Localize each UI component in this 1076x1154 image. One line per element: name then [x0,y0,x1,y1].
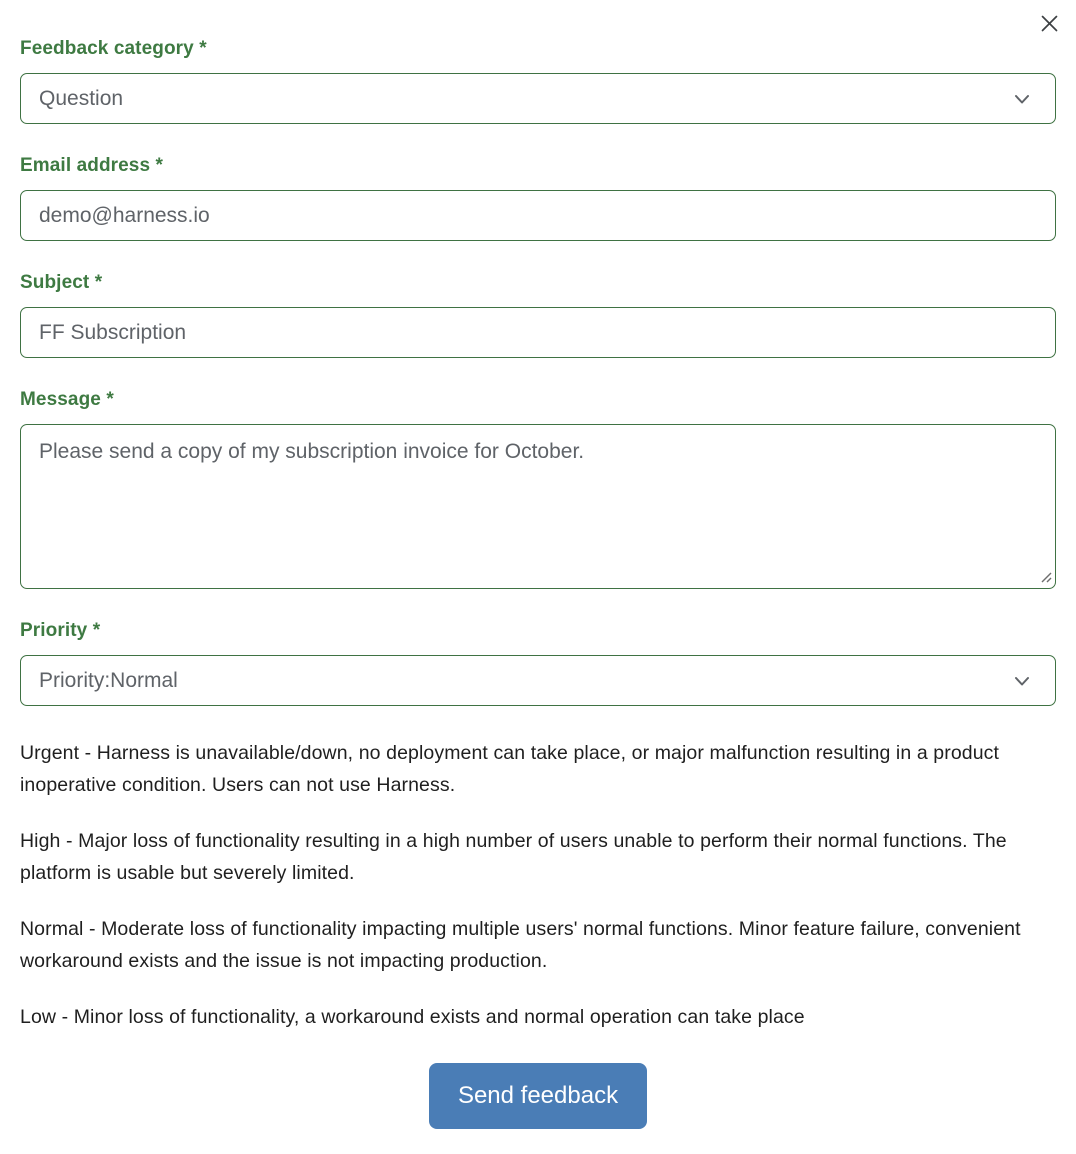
priority-description-low: Low - Minor loss of functionality, a workaround exists and normal operation can take place [20,1006,805,1028]
subject-label: Subject * [20,272,103,293]
email-input[interactable] [20,190,1056,241]
field-subject [20,272,1056,358]
email-address-label: Email address * [20,155,164,176]
message-textarea-wrap [20,424,1056,589]
field-priority [20,620,1056,706]
chevron-down-icon [1011,88,1033,110]
message-label: Message * [20,389,114,410]
priority-value: Priority:Normal [39,668,178,692]
close-icon [1040,14,1059,33]
resize-grip-icon[interactable] [1039,570,1052,583]
field-message [20,389,1056,589]
field-email-address [20,155,1056,241]
message-textarea[interactable] [20,424,1056,589]
chevron-down-icon [1011,670,1033,692]
priority-description-normal: Normal - Moderate loss of functionality impacting multiple users' normal functions. Minor feature failure, convenient workaround exists and the issue is not impacting production. [20,918,1021,972]
feedback-category-value: Question [39,86,124,110]
send-feedback-button[interactable]: Send feedback [429,1063,647,1129]
subject-input[interactable] [20,307,1056,358]
priority-description-high: High - Major loss of functionality resulting in a high number of users unable to perform their normal functions. The platform is usable but severely limited. [20,830,1007,884]
priority-label: Priority * [20,620,101,641]
feedback-category-select[interactable] [20,73,1056,124]
feedback-category-label: Feedback category * [20,38,207,59]
priority-description-urgent: Urgent - Harness is unavailable/down, no deployment can take place, or major malfunction resulting in a product inoperative condition. Users can not use Harness. [20,742,1000,796]
priority-select[interactable] [20,655,1056,706]
close-button[interactable] [1036,10,1062,36]
field-feedback-category [20,38,1056,124]
